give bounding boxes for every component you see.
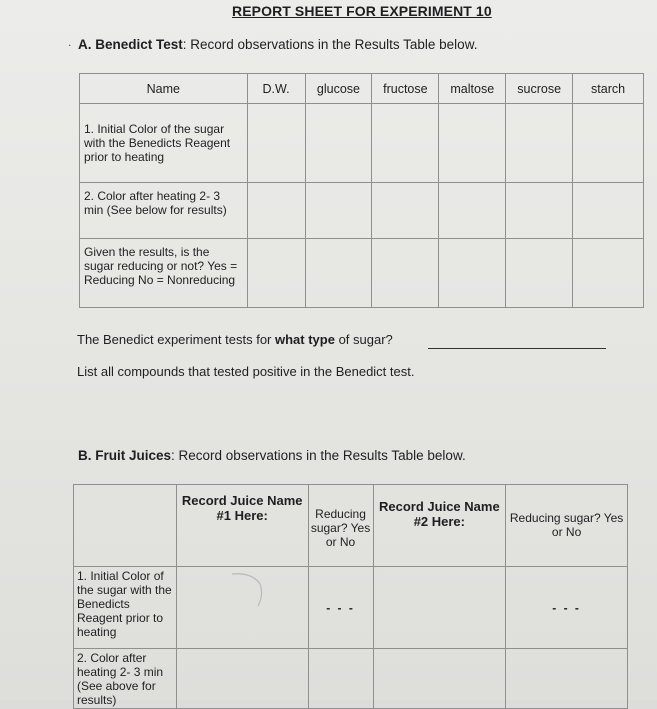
input-cell[interactable] [247,104,305,183]
input-cell[interactable] [305,104,372,183]
question-prefix: The Benedict experiment tests for [77,332,275,347]
table-header-row [80,74,644,104]
pencil-mark [230,570,270,610]
table-row [74,567,628,649]
section-a-instruction: : Record observations in the Results Table below. [182,37,478,52]
input-cell[interactable] [573,239,644,308]
benedict-question [77,332,393,347]
input-cell[interactable] [439,183,506,239]
section-b-heading [78,448,466,463]
juice1-header: Record Juice Name #1 Here: [176,485,308,567]
column-header-maltose: maltose [439,74,506,104]
margin-mark: . [68,35,72,49]
input-cell[interactable] [305,239,372,308]
input-cell[interactable] [439,239,506,308]
page-title: REPORT SHEET FOR EXPERIMENT 10 [232,3,492,19]
table-row [80,239,644,308]
column-header-fructose: fructose [372,74,439,104]
input-cell[interactable] [305,183,372,239]
input-cell[interactable] [573,104,644,183]
question-bold: what type [274,332,335,347]
name-header: Name [80,74,248,104]
input-cell[interactable] [439,104,506,183]
table-row [80,183,644,239]
input-cell[interactable] [247,183,305,239]
row-label-color-after-heating: 2. Color after heating 2- 3 min (See below for results) [80,183,248,239]
question-suffix: of sugar? [334,332,393,347]
input-cell[interactable] [372,183,439,239]
column-header-glucose: glucose [305,74,372,104]
section-b-label: B. Fruit Juices [78,448,172,463]
input-cell[interactable] [506,183,573,239]
not-applicable-dash: - - - [308,567,373,649]
section-b-instruction: : Record observations in the Results Table below. [171,448,466,463]
list-prompt: List all compounds that tested positive in the Benedict test. [77,364,415,379]
row-label-reducing-question: Given the results, is the sugar reducing or not? Yes = Reducing No = Nonreducing [80,239,248,308]
not-applicable-dash: - - - [506,567,628,649]
input-cell[interactable] [372,239,439,308]
input-cell[interactable] [247,239,305,308]
juice2-header: Record Juice Name #2 Here: [373,485,506,567]
column-header-dw: D.W. [247,74,305,104]
column-header-starch: starch [573,74,644,104]
section-a-heading [78,37,477,52]
input-cell[interactable] [372,104,439,183]
blank-header [74,485,177,567]
reducing-header-2: Reducing sugar? Yes or No [506,485,628,567]
input-cell[interactable] [373,567,506,649]
table-row [80,104,644,183]
input-cell[interactable] [506,239,573,308]
answer-line[interactable] [428,348,606,349]
row-label-initial-color: 1. Initial Color of the sugar with the Benedicts Reagent prior to heating [74,567,177,649]
row-label-initial-color: 1. Initial Color of the sugar with the Benedicts Reagent prior to heating [80,104,248,183]
input-cell[interactable] [573,183,644,239]
column-header-sucrose: sucrose [506,74,573,104]
benedict-results-table [79,73,644,308]
row-label-color-after-heating: 2. Color after heating 2- 3 min (See above for results) [74,649,177,709]
input-cell[interactable] [506,104,573,183]
reducing-header-1: Reducing sugar? Yes or No [308,485,373,567]
fruit-juice-results-table [73,484,628,709]
section-a-label: A. Benedict Test [78,37,183,52]
table-header-row [74,485,628,567]
